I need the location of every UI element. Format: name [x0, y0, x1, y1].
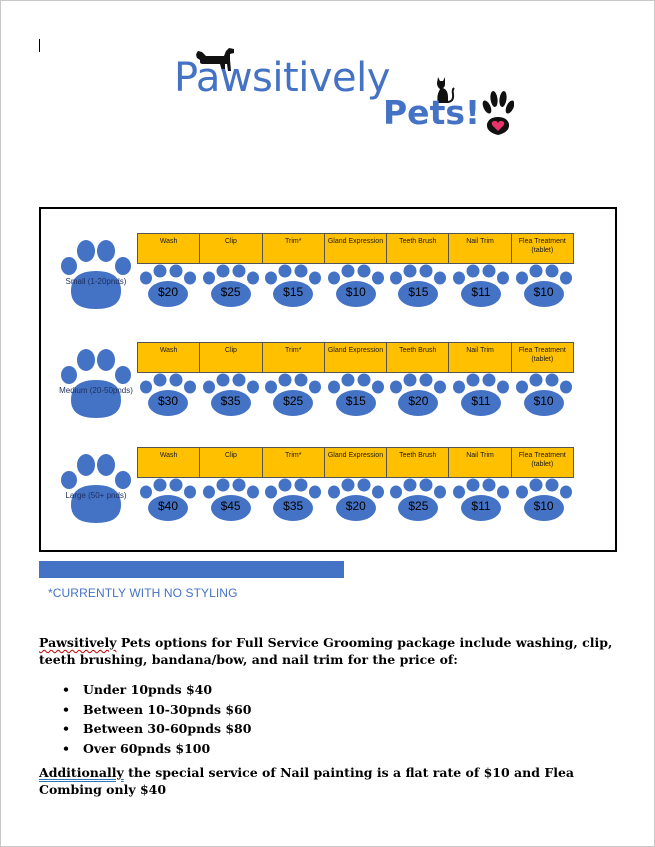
price-value: $35 [220, 394, 241, 408]
service-header-cell: Teeth Brush [387, 234, 449, 263]
price-value: $25 [220, 285, 241, 299]
service-header-cell: Clip [200, 234, 262, 263]
price-paw [263, 478, 323, 522]
price-value: $20 [345, 499, 366, 513]
package-price-list [62, 680, 251, 758]
price-paw [388, 478, 448, 522]
price-paw [388, 373, 448, 417]
service-header-cell: Clip [200, 343, 262, 372]
price-value: $45 [220, 499, 241, 513]
price-paw [326, 373, 386, 417]
additional-text: the special service of Nail painting is a flat rate of $10 and Flea Combing only $40 [39, 765, 575, 797]
service-header-cell: Trim* [263, 234, 325, 263]
price-value: $10 [533, 499, 554, 513]
paw-heart-icon [482, 90, 514, 141]
price-value: $15 [283, 285, 304, 299]
service-header-cell: Flea Treatment (tablet) [518, 238, 566, 254]
service-header-cell: Nail Trim [449, 343, 511, 372]
price-value: $11 [471, 394, 491, 408]
price-paw [451, 478, 511, 522]
service-header-cell: Gland Expression [325, 343, 387, 372]
price-value: $11 [471, 285, 491, 299]
package-intro: Pets options for Full Service Grooming package include washing, clip, teeth brushing, bandana/bow, and nail trim for the price of: [39, 635, 613, 667]
price-value: $20 [157, 285, 179, 299]
service-header-cell: Flea Treatment (tablet) [518, 347, 566, 363]
package-price-item: • Between 10-30pnds $60 [62, 700, 251, 720]
price-paw [263, 373, 323, 417]
brand-word: Pawsitively [39, 635, 117, 650]
price-paw [326, 264, 386, 308]
price-value: $40 [157, 499, 179, 513]
service-header [137, 447, 574, 478]
price-value: $35 [283, 499, 304, 513]
package-price-item: • Under 10pnds $40 [62, 680, 251, 700]
price-value: $10 [533, 394, 554, 408]
size-label: Large (50+ pnds) [65, 491, 127, 500]
service-header-cell: Gland Expression [325, 234, 387, 263]
price-value: $15 [408, 285, 429, 299]
price-value: $25 [408, 499, 429, 513]
price-paw [201, 373, 261, 417]
price-paw [201, 264, 261, 308]
service-header-cell: Teeth Brush [387, 448, 449, 477]
additional-lead: Additionally [39, 765, 124, 780]
price-value: $11 [471, 499, 491, 513]
service-header-cell: Nail Trim [449, 448, 511, 477]
logo-title: Pawsitively [174, 55, 390, 101]
package-price-item: • Between 30-60pnds $80 [62, 719, 251, 739]
package-paragraph [39, 634, 619, 668]
size-paw-icon [59, 453, 133, 525]
price-paw [201, 478, 261, 522]
service-header-cell: Flea Treatment (tablet) [518, 452, 566, 468]
price-value: $25 [283, 394, 304, 408]
size-label: Medium (20-50pnds) [59, 386, 133, 395]
price-value: $30 [157, 394, 179, 408]
service-header [137, 342, 574, 373]
text-cursor [39, 39, 40, 52]
service-header-cell: Trim* [263, 448, 325, 477]
service-header-cell: Wash [138, 234, 200, 263]
service-header-cell: Wash [138, 448, 200, 477]
price-paw [451, 373, 511, 417]
size-paw-icon [59, 348, 133, 420]
price-paw [326, 478, 386, 522]
size-paw-icon [59, 239, 133, 311]
service-header-cell: Teeth Brush [387, 343, 449, 372]
service-header-cell: Trim* [263, 343, 325, 372]
service-header-cell: Nail Trim [449, 234, 511, 263]
service-header-cell: Gland Expression [325, 448, 387, 477]
package-price-item: • Over 60pnds $100 [62, 739, 251, 759]
price-paw [514, 264, 574, 308]
price-table [39, 207, 617, 552]
service-header [137, 233, 574, 264]
blue-bar [39, 561, 344, 578]
styling-note: *CURRENTLY WITH NO STYLING [48, 586, 238, 600]
service-header-cell: Wash [138, 343, 200, 372]
price-value: $20 [408, 394, 429, 408]
price-value: $10 [345, 285, 366, 299]
price-paw [263, 264, 323, 308]
price-value: $10 [533, 285, 554, 299]
size-label: Small (1-20pnds) [65, 277, 127, 286]
additional-paragraph [39, 764, 624, 798]
price-paw [138, 478, 198, 522]
logo-subtitle: Pets! [383, 93, 481, 132]
price-paw [451, 264, 511, 308]
price-paw [388, 264, 448, 308]
price-paw [514, 373, 574, 417]
price-value: $15 [345, 394, 366, 408]
service-header-cell: Clip [200, 448, 262, 477]
price-paw [138, 373, 198, 417]
price-paw [514, 478, 574, 522]
price-paw [138, 264, 198, 308]
